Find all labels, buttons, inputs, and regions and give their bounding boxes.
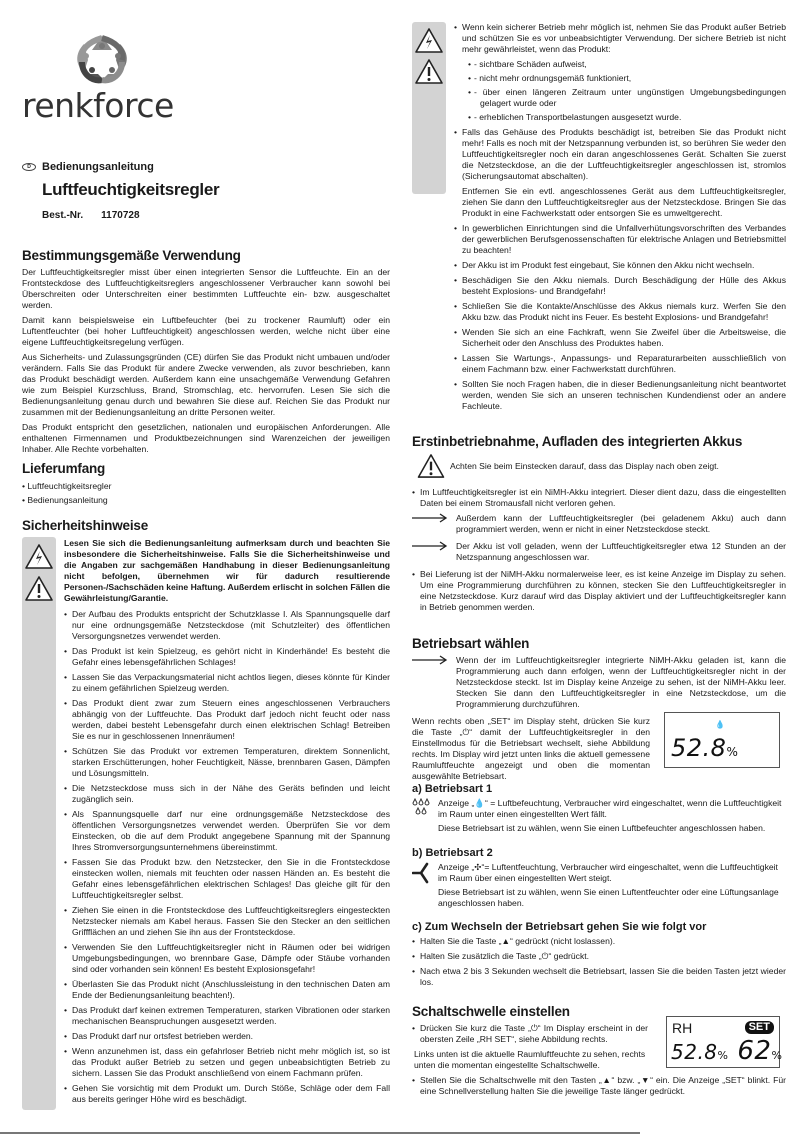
section-heading: Erstinbetriebnahme, Aufladen des integrierten Akkus <box>412 434 743 449</box>
fan-icon <box>412 862 430 884</box>
list-item: • Überlasten Sie das Produkt nicht (Anschlussleistung in den technischen Daten am Ende der Bedienungsanleitung beachten!). <box>64 979 390 1001</box>
arrow-right-icon <box>412 541 448 551</box>
list-item: • Der Akku ist im Produkt fest eingebaut, Sie können den Akku nicht wechseln. <box>454 260 786 271</box>
list-item: • Halten Sie die Taste „▲“ gedrückt (nicht loslassen). <box>412 936 786 947</box>
current-humidity: 52.8 <box>671 1040 718 1064</box>
mode-1 <box>412 782 786 834</box>
lcd-display-mode <box>664 712 780 768</box>
order-value: 1170728 <box>101 210 140 221</box>
safety-sidebar <box>22 537 56 1110</box>
section-heading: Sicherheitshinweise <box>22 518 148 533</box>
safety-list <box>64 609 390 1105</box>
list-item: • Drücken Sie kurz die Taste „⏻“ Im Display erscheint in der obersten Zeile „RH SET“, siehe Abbildung rechts. <box>412 1023 648 1045</box>
humidity-unit: % <box>726 745 739 759</box>
paragraph: Wenn rechts oben „SET“ im Display steht, drücken Sie kurz die Taste „⏻“ damit der Luftfeuchtigkeitsregler in den Einstellmodus für die Betriebsart wechselt, siehe Abbildung rechts. Im Display wird jetzt unten links die aktuell gemessene Raumluftfeuchte angezeigt und oben die momentan ausgewählte Betriebsart. <box>412 716 650 781</box>
list-item: • Halten Sie zusätzlich die Taste „⏻“ gedrückt. <box>412 951 786 962</box>
list-item: • Bei Lieferung ist der NiMH-Akku normalerweise leer, es ist keine Anzeige im Display zu sehen. Um eine Programmierung durchführen zu können, stecken Sie den Luftfeuchtigkeitsregler in eine Netzsteckdose. Kurz darauf wird das Display aktiviert und der Luftfeuchtigkeitsregler kann in Betrieb genommen werden. <box>412 569 786 613</box>
paragraph: Diese Betriebsart ist zu wählen, wenn Sie einen Luftbefeuchter angeschlossen haben. <box>438 823 766 833</box>
brand-wordmark: renkforce <box>22 86 174 125</box>
threshold-value: 62 <box>737 1036 772 1066</box>
list-item: • Sollten Sie noch Fragen haben, die in dieser Bedienungsanleitung nicht beantwortet werden, wenden Sie sich an unseren technischen Kundendienst oder an andere Fachleute. <box>454 379 786 412</box>
safety-content <box>64 538 390 1109</box>
section-heading: Lieferumfang <box>22 461 106 476</box>
list-item: • Ziehen Sie einen in die Frontsteckdose des Luftfeuchtigkeitsreglers eingesteckten Netzstecker niemals am Kabel heraus. Fassen Sie den Stecker an den seitlichen Griffflächen an und ziehen Sie ihn aus der Frontsteckdose. <box>64 905 390 938</box>
list-item: • Im Luftfeuchtigkeitsregler ist ein NiMH-Akku integriert. Dieser dient dazu, dass die eingestellten Daten bei einem Stromausfall nicht verloren gehen. <box>412 487 786 509</box>
list-item: • Lassen Sie Wartungs-, Anpassungs- und Reparaturarbeiten ausschließlich von einem Fachmann bzw. einer Fachwerkstatt durchführen. <box>454 353 786 375</box>
doc-type <box>22 162 154 173</box>
list-item: • Wenden Sie sich an eine Fachkraft, wenn Sie Zweifel über die Arbeitsweise, die Sicherheit oder den Anschluss des Produktes haben. <box>454 327 786 349</box>
page-title: Luftfeuchtigkeitsregler <box>42 180 220 199</box>
list-item: • Als Spannungsquelle darf nur eine ordnungsgemäße Netzsteckdose des öffentlichen Versorgungsnetzes verwendet werden. Überprüfen Sie vor dem Einstecken, ob die auf dem Produkt angegebene Spannung mit der Spannung Ihres Stromversorgungsunternehmens übereinstimmt. <box>64 809 390 853</box>
mode-switch <box>412 920 786 992</box>
electric-hazard-icon <box>24 543 54 570</box>
list-item: • Lassen Sie das Verpackungsmaterial nicht achtlos liegen, dieses könnte für Kinder zu einem gefährlichen Spielzeug werden. <box>64 672 390 694</box>
lcd-display-threshold: RH SET 52.8% 62% <box>666 1016 780 1068</box>
list-item: • Verwenden Sie den Luftfeuchtigkeitsregler nicht in Räumen oder bei widrigen Umgebungsbedingungen, wo brennbare Gase, Dämpfe oder Stäube vorhanden sind oder vorhanden sein können! Es besteht Explosionsgefahr! <box>64 942 390 975</box>
warning-text: Achten Sie beim Einstecken darauf, dass das Display nach oben zeigt. <box>450 461 719 471</box>
list-item: • - nicht mehr ordnungsgemäß funktioniert, <box>474 73 786 84</box>
warning-icon <box>414 58 444 85</box>
list-item: • Wenn anzunehmen ist, dass ein gefahrloser Betrieb nicht mehr möglich ist, so ist das Produkt außer Betrieb zu setzen und gegen unbeabsichtigten Betrieb zu sichern. Lassen Sie das Produkt anschließend von einem Fachmann prüfen. <box>64 1046 390 1079</box>
section-safety <box>22 518 390 537</box>
list-item: • Das Produkt dient zwar zum Steuern eines angeschlossenen Verbrauchers abhängig von der Luftfeuchte. Das Produkt darf jedoch nicht feucht oder nass werden, dabei besteht Lebensgefahr durch einen elektrischen Schlag! Betreiben Sie es nur in geschlossenen Innenräumen! <box>64 698 390 742</box>
humidity-value: 52.8 <box>671 734 727 762</box>
subsection-heading: b) Betriebsart 2 <box>412 847 493 859</box>
paragraph: Diese Betriebsart ist zu wählen, wenn Sie einen Luftentfeuchter oder eine Lüftungsanlage angeschlossen haben. <box>438 887 779 908</box>
warning-icon <box>24 575 54 602</box>
subsection-heading: a) Betriebsart 1 <box>412 783 493 795</box>
paragraph: Links unten ist die aktuelle Raumluftfeuchte zu sehen, rechts unten die momentan eingestellte Schaltschwelle. <box>414 1049 646 1070</box>
list-item: • Luftfeuchtigkeitsregler <box>22 481 112 491</box>
list-item: • - über einen längeren Zeitraum unter ungünstigen Umgebungsbedingungen gelagert wurde oder <box>474 87 786 109</box>
paragraph: Damit kann beispielsweise ein Luftbefeuchter (bei zu trockener Raumluft) oder ein Luftentfeuchter (bei hoher Luftfeuchtigkeit) angeschlossen werden, welche nicht über eine eigene Luftfeuchtigkeitsregelung verfügen. <box>22 315 390 347</box>
list-item: • Fassen Sie das Produkt bzw. den Netzstecker, den Sie in die Frontsteckdose einstecken wollen, niemals mit feuchten oder nassen Händen an. Es besteht die Gefahr eines lebensgefährlichen elektrischen Schlages! Das gleiche gilt für den Luftfeuchtigkeitsregler selbst. <box>64 857 390 901</box>
warning-icon <box>416 453 446 479</box>
list-item: • - erheblichen Transportbelastungen ausgesetzt wurde. <box>474 112 786 123</box>
paragraph: Aus Sicherheits- und Zulassungsgründen (CE) dürfen Sie das Produkt nicht umbauen und/oder verändern. Falls Sie das Produkt für andere Zwecke verwenden, als zuvor beschrieben, kann das Produkt beschädigt werden. Außerdem kann eine unsachgemäße Verwendung Gefahren wie zum Beispiel Kurzschluss, Brand, Stromschlag, etc. hervorrufen. Lesen Sie sich die Bedienungsanleitung genau durch und bewahren Sie diese auf. Reichen Sie das Produkt nur zusammen mit der Bedienungsanleitung an dritte Personen weiter. <box>22 352 390 417</box>
list-item: • Das Produkt darf keinen extremen Temperaturen, starken Vibrationen oder starken mechanischen Beanspruchungen ausgesetzt werden. <box>64 1005 390 1027</box>
rh-label: RH <box>672 1020 693 1036</box>
order-number <box>42 210 140 221</box>
section-heading: Schaltschwelle einstellen <box>412 1004 570 1019</box>
list-item: • - sichtbare Schäden aufweist, <box>474 59 786 70</box>
paragraph: Der Luftfeuchtigkeitsregler misst über einen integrierten Sensor die Luftfeuchte. Ein an der Frontsteckdose des Luftfeuchtigkeitsreglers angeschlossener Verbraucher kann sowohl bei Überschreiten oder Unterschreiten einer bestimmten Luftfeuchte ein- bzw. ausgeschaltet werden. <box>22 267 390 310</box>
language-badge: D <box>22 163 36 171</box>
safety-intro: Lesen Sie sich die Bedienungsanleitung aufmerksam durch und beachten Sie insbesondere die Sicherheitshinweise. Falls Sie die Sicherheitshinweise und die Angaben zur sachgemäßen Handhabung in dieser Bedienungsanleitung nicht befolgen, übernehmen wir für dadurch resultierende Personen-/Sachschäden keine Haftung. Außerdem erlischt in solchen Fällen die Gewährleistung/Garantie. <box>64 538 390 603</box>
note: Außerdem kann der Luftfeuchtigkeitsregler (bei geladenem Akku) auch dann programmiert werden, wenn er nicht in einer Netzsteckdose steckt. <box>412 513 786 535</box>
list-item: • Nach etwa 2 bis 3 Sekunden wechselt die Betriebsart, lassen Sie die beiden Tasten jetzt wieder los. <box>412 966 786 988</box>
subsection-heading: c) Zum Wechseln der Betriebsart gehen Sie wie folgt vor <box>412 921 707 933</box>
list-item: • Gehen Sie vorsichtig mit dem Produkt um. Durch Stöße, Schläge oder dem Fall aus bereits geringer Höhe wird es beschädigt. <box>64 1083 390 1105</box>
arrow-right-icon <box>412 655 448 665</box>
safety-content-continued <box>454 22 786 416</box>
list-item: • Schützen Sie das Produkt vor extremen Temperaturen, direktem Sonnenlicht, starken Erschütterungen, hoher Feuchtigkeit, Nässe, brennbaren Gasen, Dämpfen und Lösungsmitteln. <box>64 746 390 779</box>
list-item: • Stellen Sie die Schaltschwelle mit den Tasten „▲“ bzw. „▼“ ein. Die Anzeige „SET“ blinkt. Für eine Schnellverstellung halten Sie die jeweilige Taste länger gedrückt. <box>412 1075 786 1097</box>
note: Wenn der im Luftfeuchtigkeitsregler integrierte NiMH-Akku geladen ist, kann die Programmierung auch dann erfolgen, wenn der Luftfeuchtigkeitsregler nicht in der Netzsteckdose steckt. Ist im Display keine Anzeige zu sehen, ist der NiMH-Akku leer. Stecken Sie dann den Luftfeuchtigkeitsregler in eine Netzsteckdose, um die Programmierung durchzuführen. <box>412 655 786 710</box>
list-item: • Der Aufbau des Produkts entspricht der Schutzklasse I. Als Spannungsquelle darf nur eine ordnungsgemäße Netzsteckdose (mit Schutzleiter) des öffentlichen Versorgungsnetzes verwendet werden. <box>64 609 390 642</box>
humidifier-icon <box>412 798 430 818</box>
list-item: • Die Netzsteckdose muss sich in der Nähe des Geräts befinden und leicht zugänglich sein. <box>64 783 390 805</box>
paragraph: Anzeige „✣“= Luftentfeuchtung, Verbraucher wird eingeschaltet, wenn die Luftfeuchtigkeit im Raum über einen eingestellten Wert steigt. <box>438 862 778 883</box>
list-item: • Beschädigen Sie den Akku niemals. Durch Beschädigung der Hülle des Akkus besteht Explosions- und Brandgefahr! <box>454 275 786 297</box>
doc-type-label: Bedienungsanleitung <box>42 161 154 173</box>
arrow-right-icon <box>412 513 448 523</box>
list-item: • Wenn kein sicherer Betrieb mehr möglich ist, nehmen Sie das Produkt außer Betrieb und schützen Sie es vor unbeabsichtigter Verwendung. Der sichere Betrieb ist nicht mehr gewährleistet, wenn das Produkt: • - sichtbare Schäden aufweist, • - nicht mehr ordnungsgemäß funktioniert, • - über einen längeren Zeitraum unter ungünstigen Umgebungsbedingungen gelagert wurde oder • - erheblichen Transportbelastungen ausgesetzt wurde. <box>454 22 786 123</box>
condition-list <box>462 59 786 123</box>
order-label: Best.-Nr. <box>42 210 84 221</box>
list-item: • Falls das Gehäuse des Produkts beschädigt ist, betreiben Sie das Produkt nicht mehr! Falls es noch mit der Netzspannung verbunden ist, so berühren Sie weder den Luftfeuchtigkeitsregler noch ein daran angeschlossenes Gerät. Schalten Sie zuerst die Netzsteckdose, an die der Luftfeuchtigkeitsregler angeschlossen ist, stromlos (Sicherungsautomat abschalten). Entfernen Sie ein evtl. angeschlossenes Gerät aus dem Luftfeuchtigkeitsregler, ziehen Sie dann den Luftfeuchtigkeitsregler aus der Netzsteckdose. Bringen Sie das Produkt in eine Fachwerkstatt oder entsorgen Sie es umweltgerecht. <box>454 127 786 219</box>
electric-hazard-icon <box>414 27 444 54</box>
humidifier-drops-icon: 💧 <box>715 720 725 729</box>
mode-2 <box>412 846 786 909</box>
set-badge: SET <box>745 1021 774 1034</box>
list-item: • In gewerblichen Einrichtungen sind die Unfallverhütungsvorschriften des Verbandes der gewerblichen Berufsgenossenschaften für elektrische Anlagen und Betriebsmittel zu beachten! <box>454 223 786 256</box>
section-intended-use <box>22 248 390 459</box>
list-item: • Bedienungsanleitung <box>22 495 108 505</box>
paragraph: Das Produkt entspricht den gesetzlichen, nationalen und europäischen Anforderungen. Alle enthaltenen Firmennamen und Produktbezeichnungen sind Warenzeichen der jeweiligen Inhaber. Alle Rechte vorbehalten. <box>22 422 390 454</box>
section-delivery <box>22 461 390 506</box>
list-item: • Das Produkt darf nur ortsfest betrieben werden. <box>64 1031 390 1042</box>
paragraph: Anzeige „💧“ = Luftbefeuchtung, Verbraucher wird eingeschaltet, wenn die Luftfeuchtigkeit im Raum unter einen eingestellten Wert fällt. <box>438 798 782 819</box>
list-item: • Schließen Sie die Kontakte/Anschlüsse des Akkus niemals kurz. Werfen Sie den Akku bzw. das Produkt nicht ins Feuer. Es besteht Explosions- und Brandgefahr! <box>454 301 786 323</box>
section-first-use <box>412 434 786 617</box>
list-item: • Das Produkt ist kein Spielzeug, es gehört nicht in Kinderhände! Es besteht die Gefahr eines lebensgefährlichen Schlages! <box>64 646 390 668</box>
note: Der Akku ist voll geladen, wenn der Luftfeuchtigkeitsregler etwa 12 Stunden an der Netzspannung angeschlossen war. <box>412 541 786 563</box>
section-heading: Bestimmungsgemäße Verwendung <box>22 248 241 263</box>
section-heading: Betriebsart wählen <box>412 636 530 651</box>
